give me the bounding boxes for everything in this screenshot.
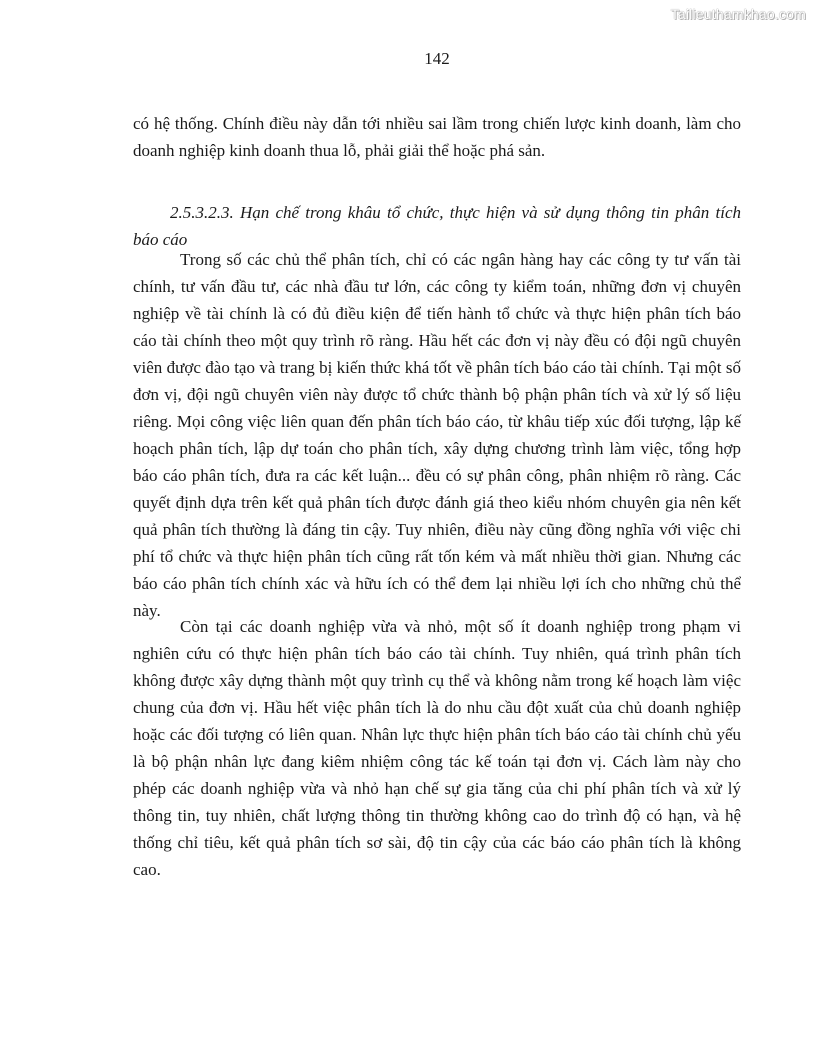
paragraph-text: Còn tại các doanh nghiệp vừa và nhỏ, một số ít doanh nghiệp trong phạm vi nghiên cứu có thực hiện phân tích báo cáo tài chính. Tuy nhiên, quá trình phân tích không được xây dựng thành một quy trình cụ thể và không nằm trong kế hoạch làm việc chung của đơn vị. Hầu hết việc phân tích là do nhu cầu đột xuất của chủ doanh nghiệp hoặc các đối tượng có liên quan. Nhân lực thực hiện phân tích báo cáo tài chính chủ yếu là bộ phận nhân lực đang kiêm nhiệm công tác kế toán tại đơn vị. Cách làm này cho phép các doanh nghiệp vừa và nhỏ hạn chế sự gia tăng của chi phí phân tích và xử lý thông tin, tuy nhiên, chất lượng thông tin thường không cao do trình độ có hạn, và hệ thống chỉ tiêu, kết quả phân tích sơ sài, độ tin cậy của các báo cáo phân tích là không cao. [133, 617, 741, 879]
page-number: 142 [424, 49, 450, 68]
body-paragraph-2 [133, 613, 741, 883]
section-heading-text: 2.5.3.2.3. Hạn chế trong khâu tổ chức, thực hiện và sử dụng thông tin phân tích báo cáo [133, 203, 741, 249]
section-heading [133, 199, 741, 253]
intro-paragraph [133, 110, 741, 164]
body-paragraph-1 [133, 246, 741, 624]
watermark: Tailieuthamkhao.com [670, 6, 806, 22]
paragraph-text: Trong số các chủ thể phân tích, chỉ có các ngân hàng hay các công ty tư vấn tài chính, tư vấn đầu tư, các nhà đầu tư lớn, các công ty kiểm toán, những đơn vị chuyên nghiệp về tài chính là có đủ điều kiện để tiến hành tổ chức và thực hiện phân tích báo cáo tài chính theo một quy trình rõ ràng. Hầu hết các đơn vị này đều có đội ngũ chuyên viên được đào tạo và trang bị kiến thức khá tốt về phân tích báo cáo tài chính. Tại một số đơn vị, đội ngũ chuyên viên này được tổ chức thành bộ phận phân tích và xử lý số liệu riêng. Mọi công việc liên quan đến phân tích báo cáo, từ khâu tiếp xúc đối tượng, lập kế hoạch phân tích, lập dự toán cho phân tích, xây dựng chương trình làm việc, tổng hợp báo cáo phân tích, đưa ra các kết luận... đều có sự phân công, phân nhiệm rõ ràng. Các quyết định dựa trên kết quả phân tích được đánh giá theo kiểu nhóm chuyên gia nên kết quả phân tích thường là đáng tin cậy. Tuy nhiên, điều này cũng đồng nghĩa với việc chi phí tổ chức và thực hiện phân tích cũng rất tốn kém và mất nhiều thời gian. Nhưng các báo cáo phân tích chính xác và hữu ích có thể đem lại nhiều lợi ích cho những chủ thể này. [133, 250, 741, 620]
intro-paragraph-text: có hệ thống. Chính điều này dẫn tới nhiều sai lầm trong chiến lược kinh doanh, làm cho doanh nghiệp kinh doanh thua lỗ, phải giải thể hoặc phá sản. [133, 114, 741, 160]
